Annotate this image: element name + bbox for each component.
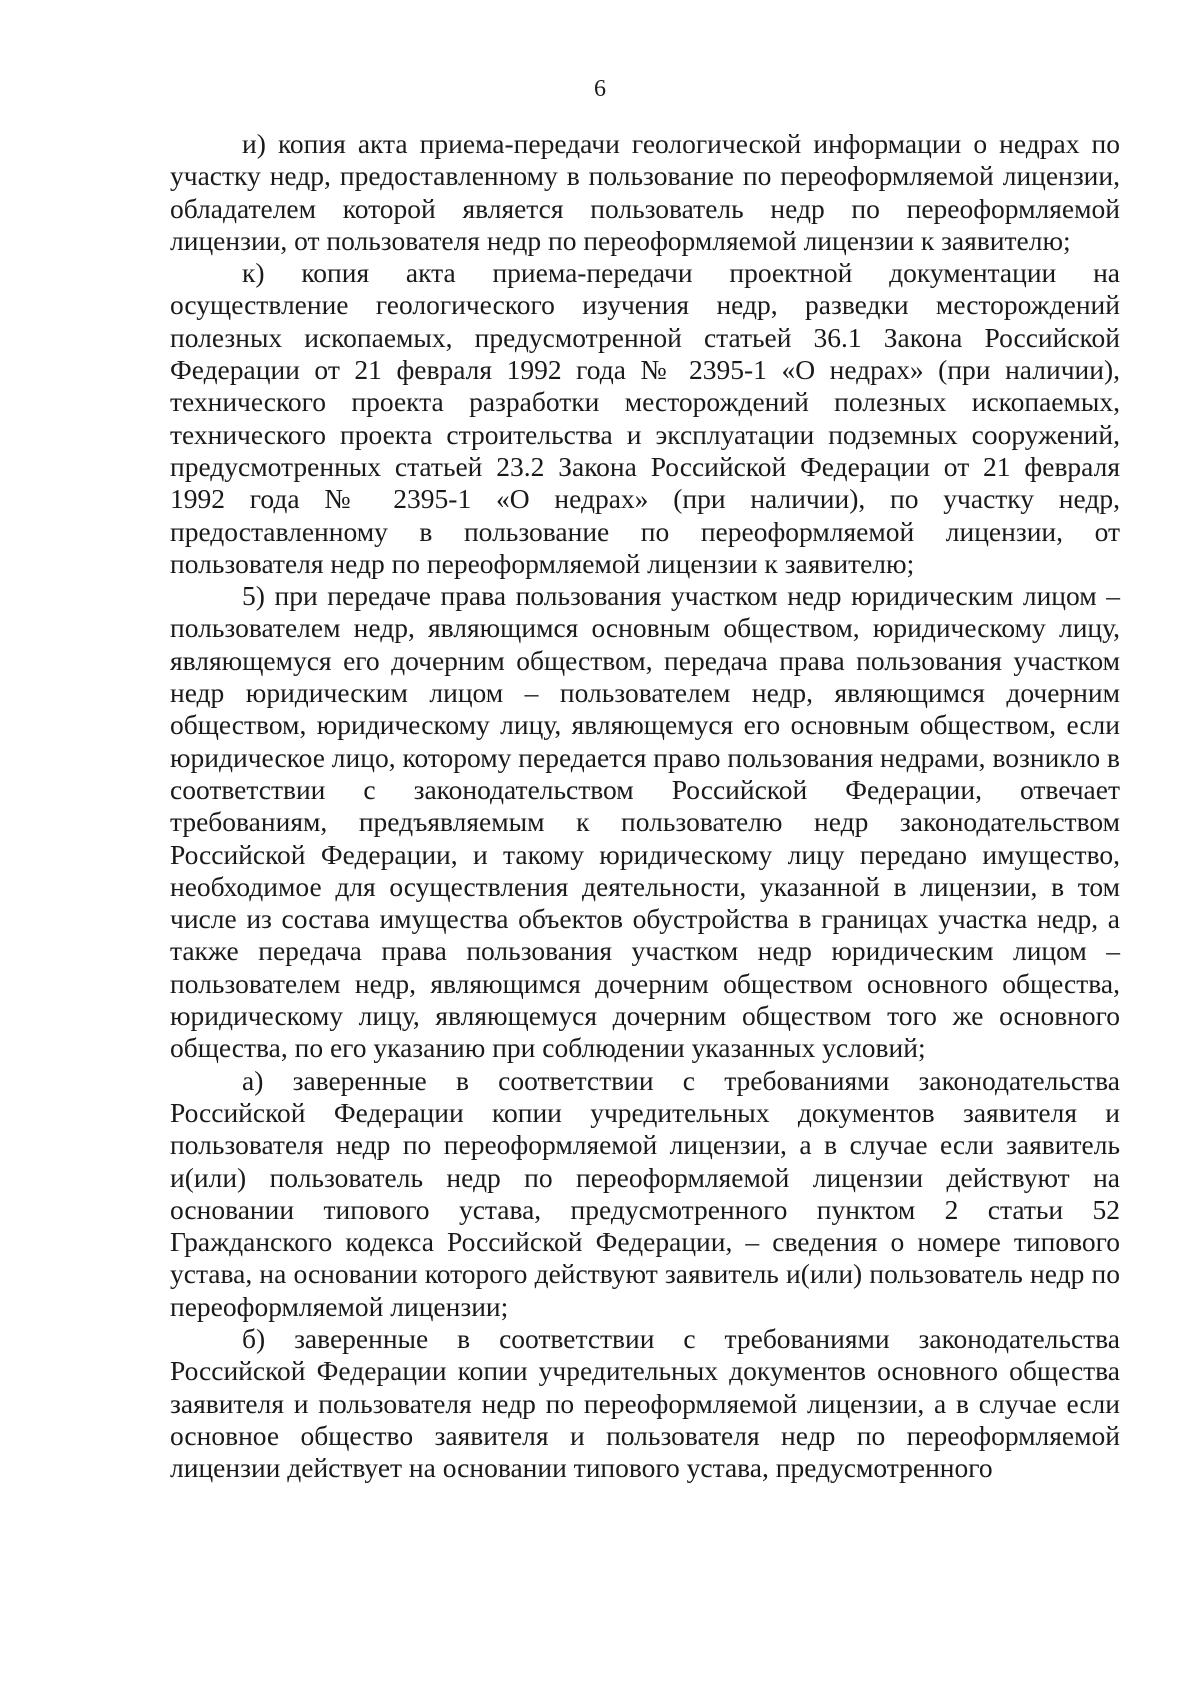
paragraph-item-k: к) копия акта приема-передачи проектной документации на осуществление геологического изучения недр, разведки месторождений полезных ископаемых, предусмотренной статьей 36.1 Закона Российской Федерации от 21 февраля 1992 года № 2395-1 «О недрах» (при наличии), технического проекта разработки месторождений полезных ископаемых, технического проекта строительства и эксплуатации подземных сооружений, предусмотренных статьей 23.2 Закона Российской Федерации от 21 февраля 1992 года № 2395-1 «О недрах» (при наличии), по участку недр, предоставленному в пользование по переоформляемой лицензии, от пользователя недр по переоформляемой лицензии к заявителю; xyxy=(170,257,1120,579)
document-body xyxy=(170,128,1120,1484)
paragraph-item-5: 5) при передаче права пользования участком недр юридическим лицом – пользователем недр, являющимся основным обществом, юридическому лицу, являющемуся его дочерним обществом, передача права пользования участком недр юридическим лицом – пользователем недр, являющимся дочерним обществом, юридическому лицу, являющемуся его основным обществом, если юридическое лицо, которому передается право пользования недрами, возникло в соответствии с законодательством Российской Федерации, отвечает требованиям, предъявляемым к пользователю недр законодательством Российской Федерации, и такому юридическому лицу передано имущество, необходимое для осуществления деятельности, указанной в лицензии, в том числе из состава имущества объектов обустройства в границах участка недр, а также передача права пользования участком недр юридическим лицом – пользователем недр, являющимся дочерним обществом основного общества, юридическому лицу, являющемуся дочерним обществом того же основного общества, по его указанию при соблюдении указанных условий; xyxy=(170,580,1120,1064)
paragraph-item-i: и) копия акта приема-передачи геологической информации о недрах по участку недр, предоставленному в пользование по переоформляемой лицензии, обладателем которой является пользователь недр по переоформляемой лицензии, от пользователя недр по переоформляемой лицензии к заявителю; xyxy=(170,128,1120,256)
page-number: 6 xyxy=(594,76,606,102)
paragraph-subitem-a: а) заверенные в соответствии с требованиями законодательства Российской Федерации копии учредительных документов заявителя и пользователя недр по переоформляемой лицензии, а в случае если заявитель и(или) пользователь недр по переоформляемой лицензии действуют на основании типового устава, предусмотренного пунктом 2 статьи 52 Гражданского кодекса Российской Федерации, – сведения о номере типового устава, на основании которого действуют заявитель и(или) пользователь недр по переоформляемой лицензии; xyxy=(170,1064,1120,1322)
paragraph-subitem-b: б) заверенные в соответствии с требованиями законодательства Российской Федерации копии учредительных документов основного общества заявителя и пользователя недр по переоформляемой лицензии, а в случае если основное общество заявителя и пользователя недр по переоформляемой лицензии действует на основании типового устава, предусмотренного xyxy=(170,1322,1120,1484)
